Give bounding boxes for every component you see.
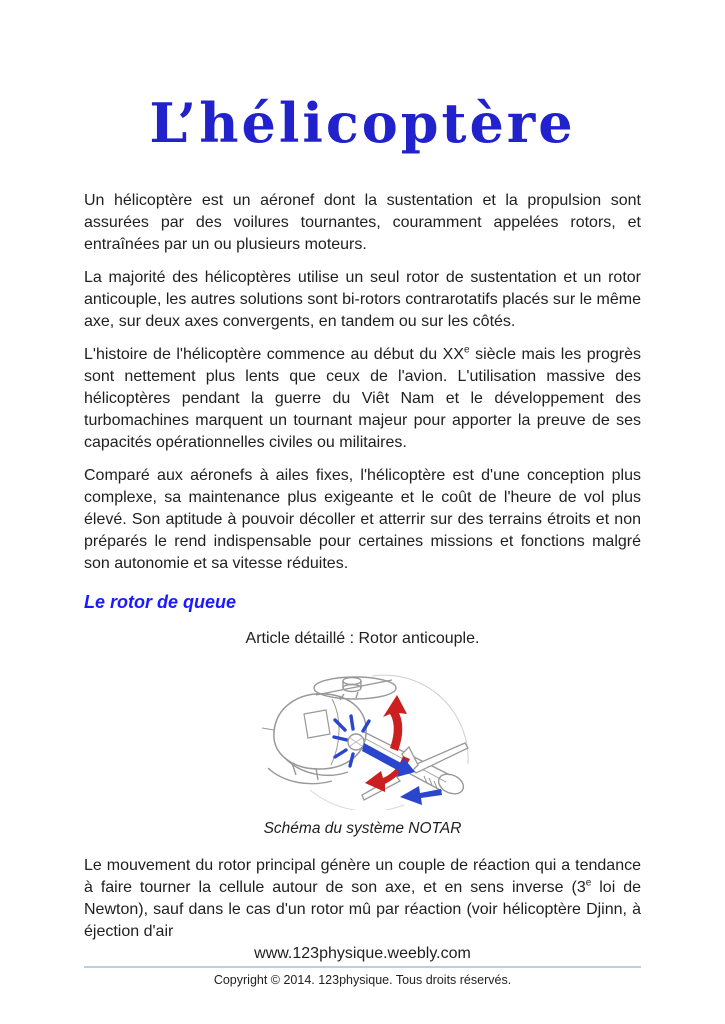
main-rotor-sketch (314, 677, 396, 700)
paragraph-comparison: Comparé aux aéronefs à ailes fixes, l'hélicoptère est d'une conception plus complexe, sa maintenance plus exigeante et le coût de l'heure de vol plus élevé. Son aptitude à pouvoir décoller et atterrir sur des terrains étroits et non préparés le rend indispensable pour certaines missions et fonctions malgré son autonomie et sa vitesse réduites. (84, 467, 641, 572)
notar-diagram (252, 670, 474, 810)
paragraph-rotor-config: La majorité des hélicoptères utilise un seul rotor de sustentation et un rotor anticouple, les autres solutions sont bi-rotors contrarotatifs placés sur le même axe, sur deux axes convergents, en tandem ou sur les côtés. (84, 269, 641, 330)
footer-divider (84, 966, 641, 968)
article-detail-note: Article détaillé : Rotor anticouple. (245, 630, 480, 647)
skids-sketch (268, 759, 348, 784)
page-title: L’hélicoptère (149, 91, 576, 155)
blue-airflow-arrows (362, 743, 442, 805)
figure-caption: Schéma du système NOTAR (263, 820, 462, 837)
background-arc-lower (310, 790, 404, 810)
history-superscript: e (464, 344, 470, 356)
history-text-pre: L'histoire de l'hélicoptère commence au début du XX (84, 346, 465, 363)
website-url: www.123physique.weebly.com (254, 945, 471, 962)
copyright-text: Copyright © 2014. 123physique. Tous droits réservés. (213, 973, 512, 987)
paragraph-history (84, 344, 641, 454)
history-text-post: siècle mais les progrès sont nettement plus lents que ceux de l'avion. L'utilisation massive des hélicoptères pendant la guerre du Viêt Nam et le développement des turbomachines marquent un tournant majeur pour apporter la preuve de ses capacités opérationnelles civiles ou militaires. (84, 346, 642, 451)
notar-figure (84, 670, 641, 840)
torque-text-pre: Le mouvement du rotor principal génère un couple de réaction qui a tendance à faire tourner la cellule autour de son axe, et en sens inverse (3 (84, 857, 641, 896)
paragraph-intro: Un hélicoptère est un aéronef dont la sustentation et la propulsion sont assurées par des voilures tournantes, couramment appelées rotors, et entraînées par un ou plusieurs moteurs. (84, 192, 641, 253)
paragraph-torque (84, 855, 641, 943)
section-heading-rotor-de-queue: Le rotor de queue (84, 592, 237, 612)
torque-superscript: e (585, 877, 592, 889)
torque-text-post: loi de Newton), sauf dans le cas d'un rotor mû par réaction (voir hélicoptère Djinn, à éjection d'air (84, 879, 642, 940)
